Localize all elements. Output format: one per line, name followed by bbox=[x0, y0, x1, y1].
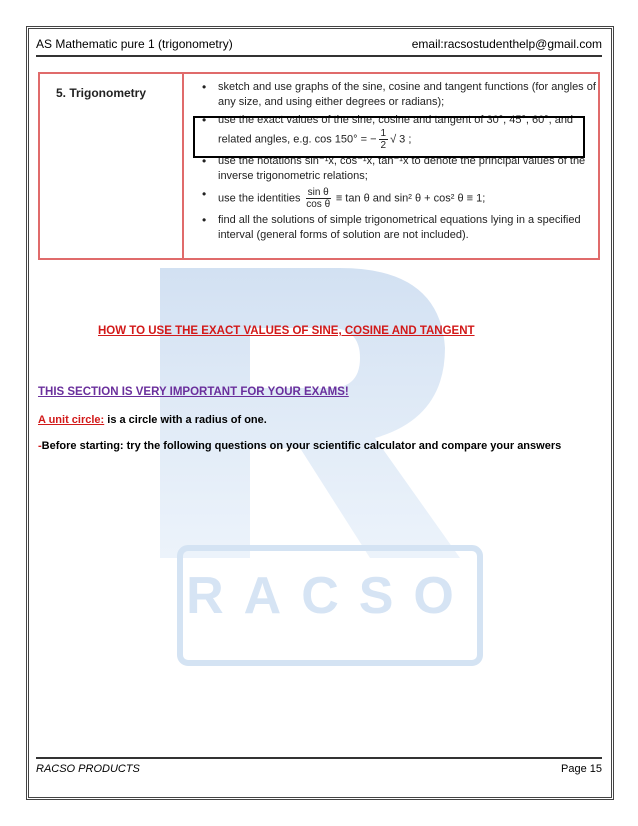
racso-watermark bbox=[140, 258, 510, 678]
fraction-numerator: 1 bbox=[380, 128, 387, 139]
bullet-graphs: • sketch and use graphs of the sine, cosine and tangent functions (for angles of any size, and using either degrees or radians); bbox=[200, 80, 600, 110]
watermark-brand: RACSO bbox=[186, 567, 474, 625]
r-logo-shape bbox=[160, 268, 460, 558]
highlight-box bbox=[193, 116, 585, 158]
unit-circle-term: A unit circle: bbox=[38, 414, 105, 426]
exact-values-text: use the exact values of the sine, cosine and tangent of 30°, 45°, 60°, and related angles, e.g. cos 150° = − bbox=[218, 114, 574, 146]
bullet-identities bbox=[200, 187, 600, 210]
bullet-inverse-notation: • use the notations sin⁻¹x, cos⁻¹x, tan⁻¹x to denote the principal values of the inverse trigonometric relations; bbox=[200, 154, 600, 184]
identity-fraction bbox=[306, 187, 331, 210]
section-heading: HOW TO USE THE EXACT VALUES OF SINE, COSINE AND TANGENT bbox=[98, 325, 475, 337]
exact-values-tail: √ 3 ; bbox=[390, 133, 412, 146]
identity-numerator: sin θ bbox=[307, 187, 329, 198]
syllabus-bullets bbox=[200, 80, 600, 246]
identities-pre: use the identities bbox=[218, 192, 301, 205]
before-text: Before starting: try the following questions on your scientific calculator and compare your answers bbox=[41, 440, 562, 452]
unit-circle-definition bbox=[38, 414, 267, 426]
syllabus-table bbox=[38, 72, 600, 260]
identities-post: ≡ tan θ and sin² θ + cos² θ ≡ 1; bbox=[335, 192, 486, 205]
page-header bbox=[36, 35, 602, 57]
page-number: Page 15 bbox=[561, 763, 602, 775]
header-title: AS Mathematic pure 1 (trigonometry) bbox=[36, 37, 233, 51]
before-dash: - bbox=[38, 440, 42, 452]
page-footer bbox=[36, 757, 602, 775]
footer-brand: RACSO PRODUCTS bbox=[36, 763, 140, 775]
unit-circle-text: is a circle with a radius of one. bbox=[104, 414, 267, 426]
header-email: email:racsostudenthelp@gmail.com bbox=[411, 37, 602, 51]
before-starting-note bbox=[38, 440, 561, 452]
bullet-solutions: • find all the solutions of simple trigonometrical equations lying in a specified interval (general forms of solution are not included). bbox=[200, 213, 600, 243]
topic-title: 5. Trigonometry bbox=[56, 86, 147, 100]
exam-note: THIS SECTION IS VERY IMPORTANT FOR YOUR EXAMS! bbox=[38, 386, 349, 398]
table-divider bbox=[182, 74, 184, 258]
fraction-denominator: 2 bbox=[380, 140, 387, 151]
identity-denominator: cos θ bbox=[306, 199, 331, 210]
